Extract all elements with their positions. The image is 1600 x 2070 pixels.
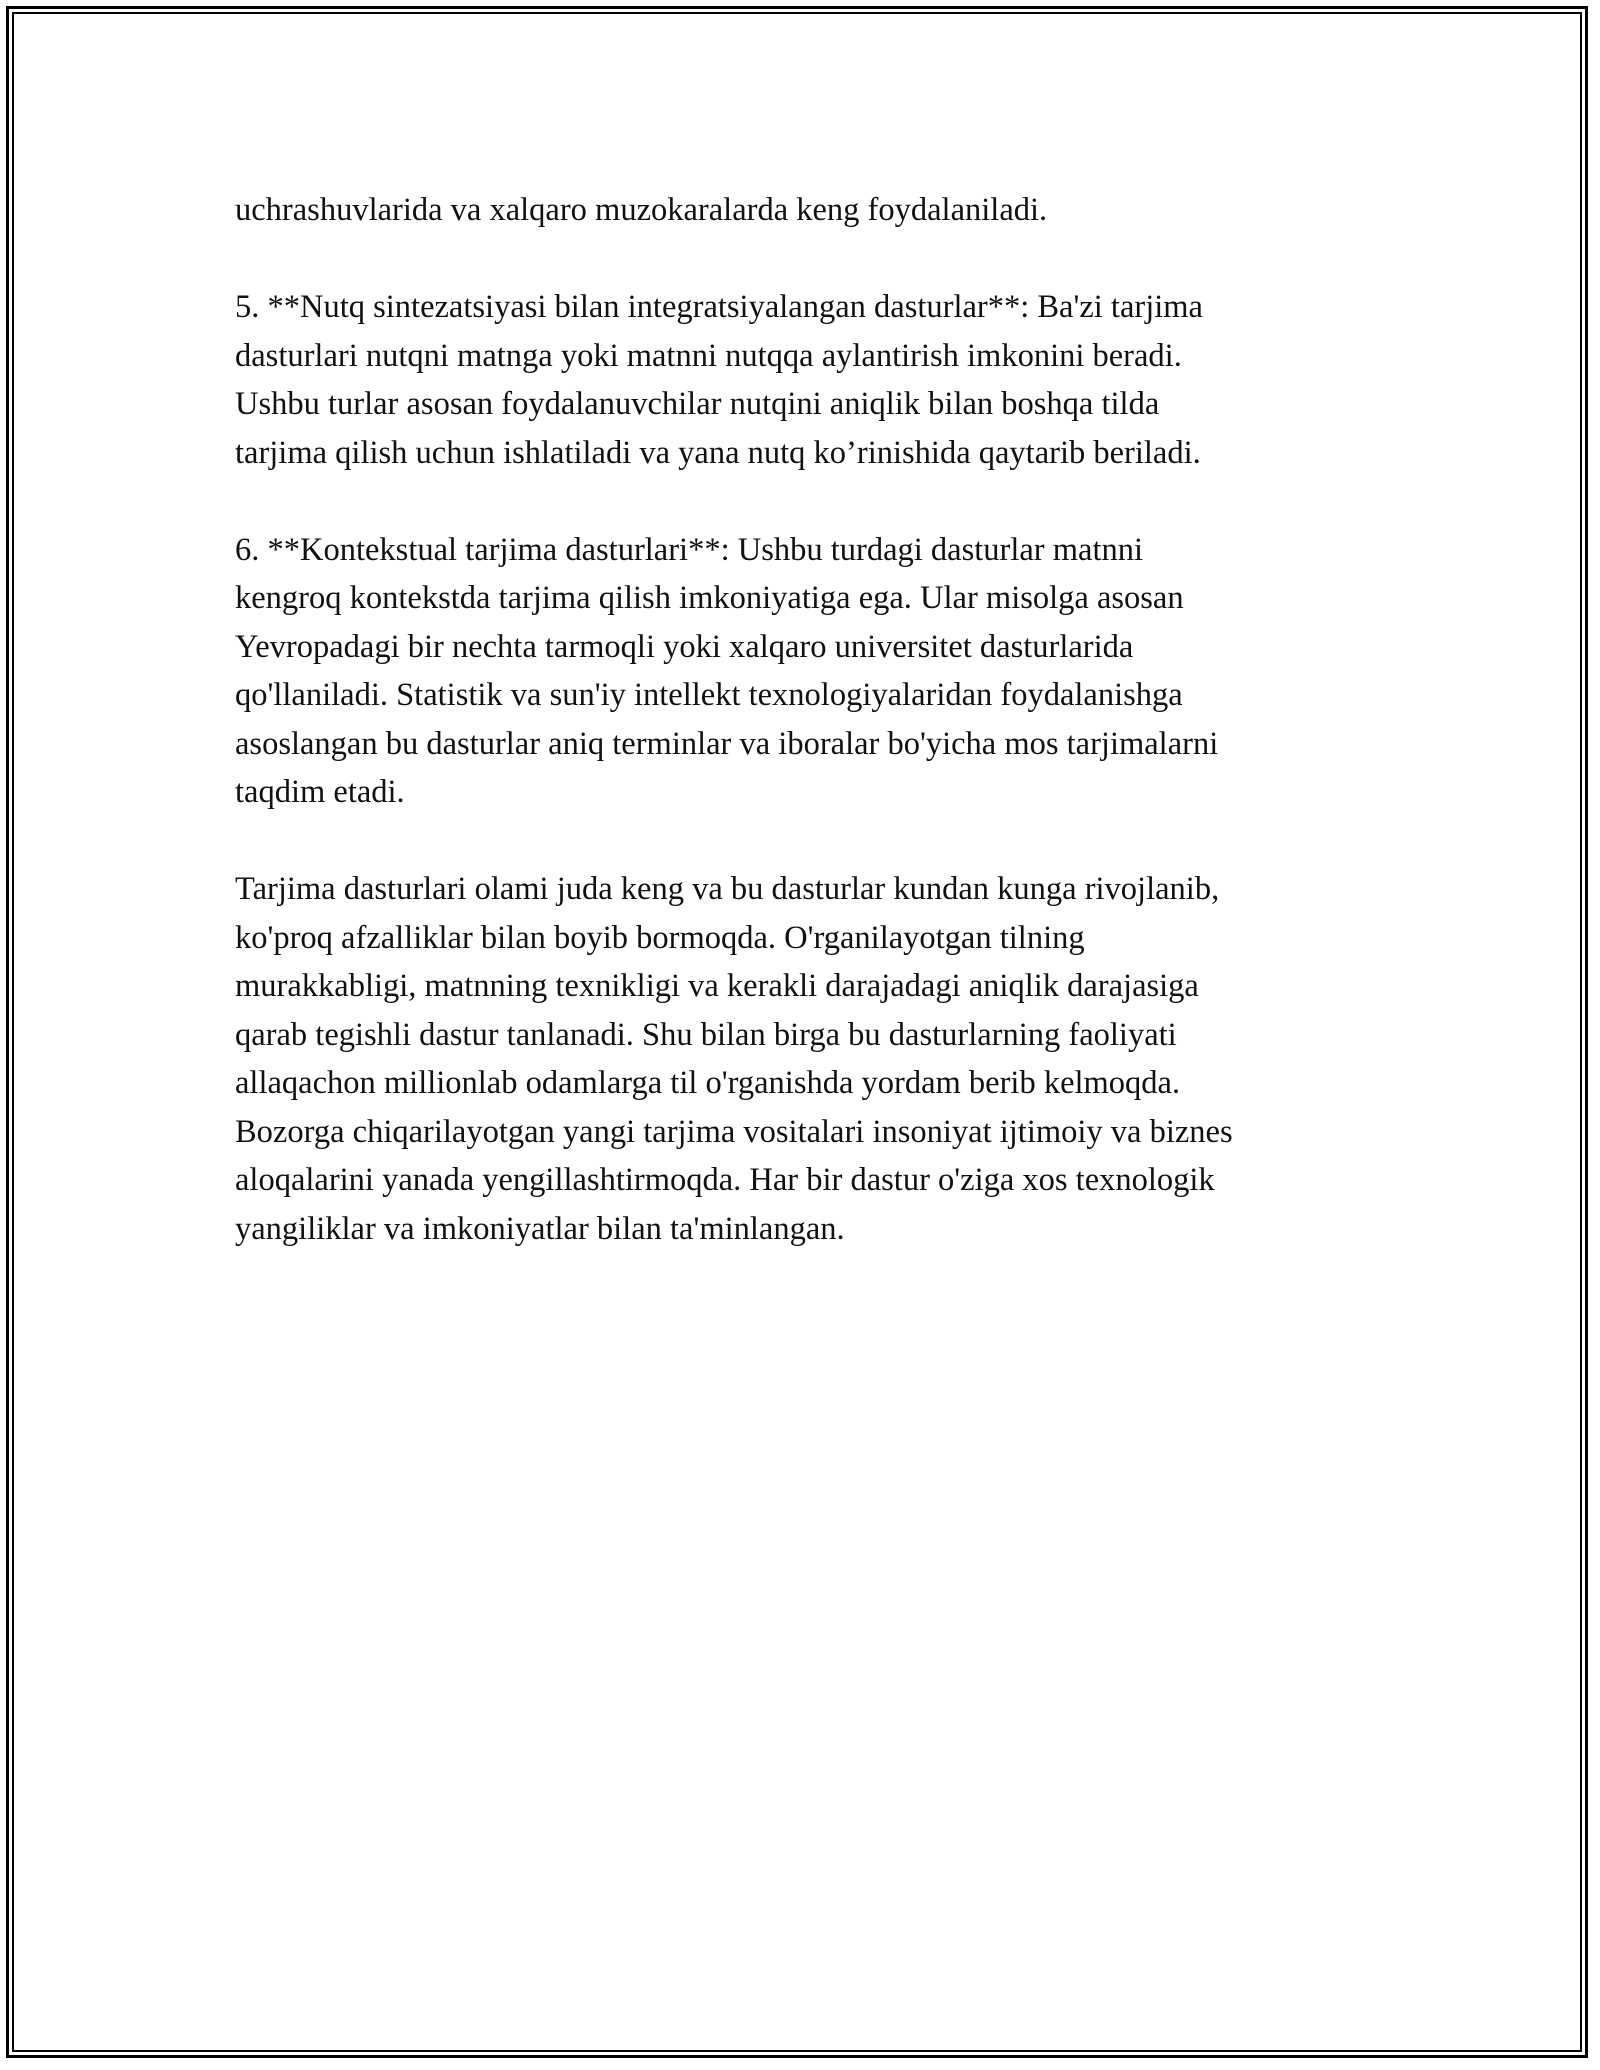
paragraph-continuation: uchrashuvlarida va xalqaro muzokaralarda keng foydalaniladi. [235, 192, 1048, 228]
paragraph-item-6: 6. **Kontekstual tarjima dasturlari**: Ushbu turdagi dasturlar matnni kengroq kontekstda tarjima qilish imkoniyatiga ega. Ular misolga asosan Yevropadagi bir nechta tarmoqli yoki xalqaro universitet dasturlarida qo'llaniladi. Statistik va sun'iy intellekt texnologiyalaridan foydalanishga asoslangan bu dasturlar aniq terminlar va iboralar bo'yicha mos tarjimalarni taqdim etadi. [235, 531, 1219, 810]
document-body [235, 186, 1375, 1302]
paragraph-item-5: 5. **Nutq sintezatsiyasi bilan integratsiyalangan dasturlar**: Ba'zi tarjima dasturlari nutqni matnga yoki matnni nutqqa aylantirish imkonini beradi. Ushbu turlar asosan foydalanuvchilar nutqini aniqlik bilan boshqa tilda tarjima qilish uchun ishlatiladi va yana nutq ko’rinishida qaytarib beriladi. [235, 289, 1203, 471]
paragraph-conclusion: Tarjima dasturlari olami juda keng va bu dasturlar kundan kunga rivojlanib, ko'proq afzalliklar bilan boyib bormoqda. O'rganilayotgan tilning murakkabligi, matnning texnikligi va kerakli darajadagi aniqlik darajasiga qarab tegishli dastur tanlanadi. Shu bilan birga bu dasturlarning faoliyati allaqachon millionlab odamlarga til o'rganishda yordam berib kelmoqda. Bozorga chiqarilayotgan yangi tarjima vositalari insoniyat ijtimoiy va biznes aloqalarini yanada yengillashtirmoqda. Har bir dastur o'ziga xos texnologik yangiliklar va imkoniyatlar bilan ta'minlangan. [235, 871, 1233, 1247]
